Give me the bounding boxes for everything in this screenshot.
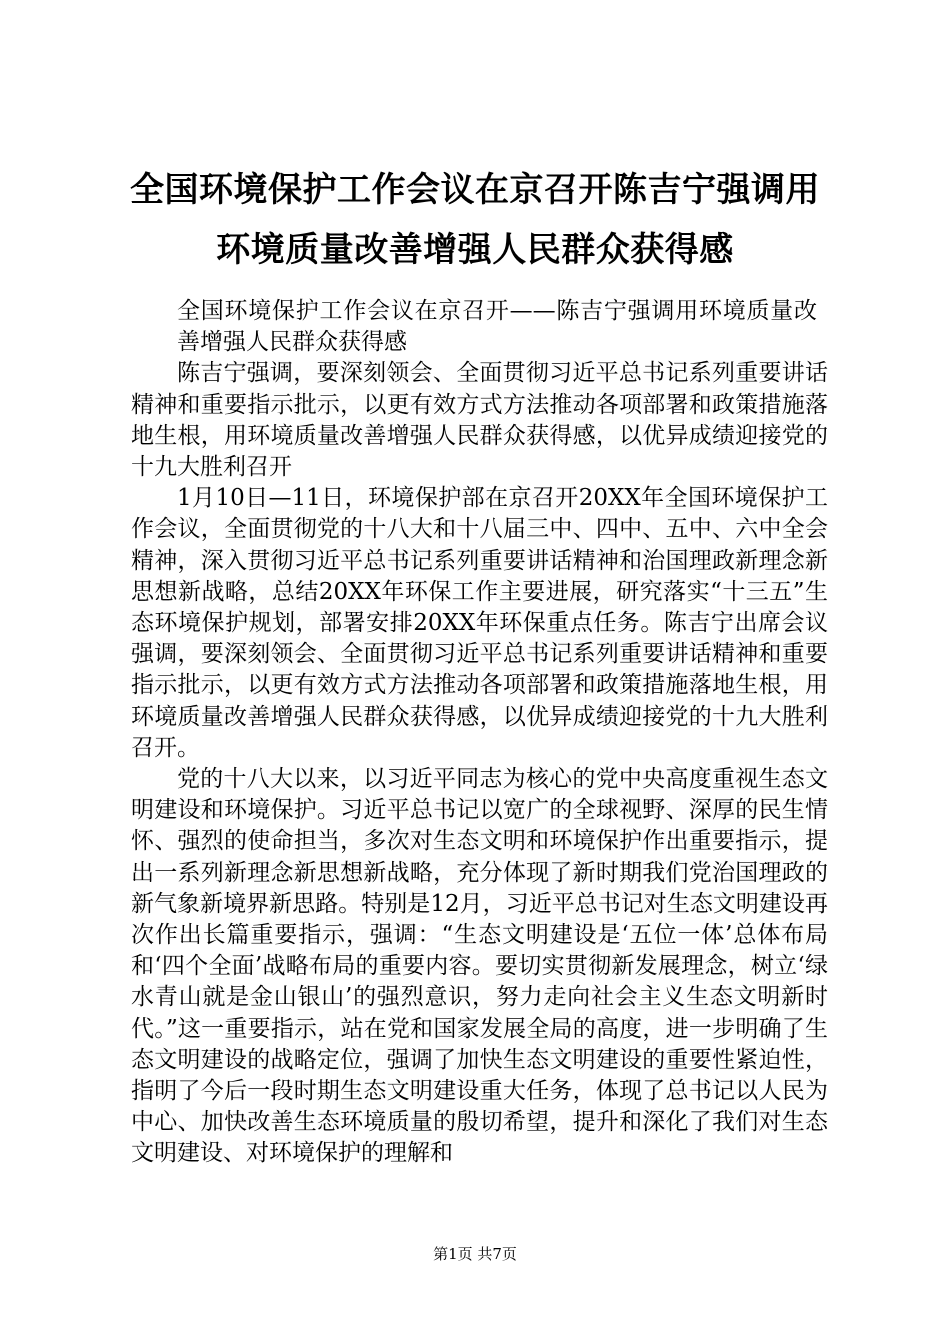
subtitle-paragraph: 全国环境保护工作会议在京召开——陈吉宁强调用环境质量改善增强人民群众获得感 — [177, 298, 817, 356]
page-footer — [0, 1244, 950, 1264]
document-body — [131, 296, 828, 1170]
body-paragraph-1: 陈吉宁强调，要深刻领会、全面贯彻习近平总书记系列重要讲话精神和重要指示批示，以更有效方式方法推动各项部署和政策措施落地生根，用环境质量改善增强人民群众获得感，以优异成绩迎接党的十九大胜利召开 — [131, 360, 828, 481]
page-number: 第1页 共7页 — [433, 1245, 517, 1263]
body-paragraph-2: 1月10日—11日，环境保护部在京召开20XX年全国环境保护工作会议，全面贯彻党的十八大和十八届三中、四中、五中、六中全会精神，深入贯彻习近平总书记系列重要讲话精神和治国理政新理念新思想新战略，总结20XX年环保工作主要进展，研究落实“十三五”生态环境保护规划，部署安排20XX年环保重点任务。陈吉宁出席会议强调，要深刻领会、全面贯彻习近平总书记系列重要讲话精神和重要指示批示，以更有效方式方法推动各项部署和政策措施落地生根，用环境质量改善增强人民群众获得感，以优异成绩迎接党的十九大胜利召开。 — [131, 485, 828, 761]
title-line-2: 环境质量改善增强人民群众获得感 — [216, 230, 734, 270]
body-paragraph-3: 党的十八大以来，以习近平同志为核心的党中央高度重视生态文明建设和环境保护。习近平总书记以宽广的全球视野、深厚的民生情怀、强烈的使命担当，多次对生态文明和环境保护作出重要指示，提出一系列新理念新思想新战略，充分体现了新时期我们党治国理政的新气象新境界新思路。特别是12月，习近平总书记对生态文明建设再次作出长篇重要指示，强调：“生态文明建设是‘五位一体’总体布局和‘四个全面’战略布局的重要内容。要切实贯彻新发展理念，树立‘绿水青山就是金山银山’的强烈意识，努力走向社会主义生态文明新时代。”这一重要指示，站在党和国家发展全局的高度，进一步明确了生态文明建设的战略定位，强调了加快生态文明建设的重要性紧迫性，指明了今后一段时期生态文明建设重大任务，体现了总书记以人民为中心、加快改善生态环境质量的殷切希望，提升和深化了我们对生态文明建设、对环境保护的理解和 — [131, 766, 828, 1167]
title-line-1: 全国环境保护工作会议在京召开陈吉宁强调用 — [130, 170, 820, 210]
document-title — [120, 160, 830, 280]
